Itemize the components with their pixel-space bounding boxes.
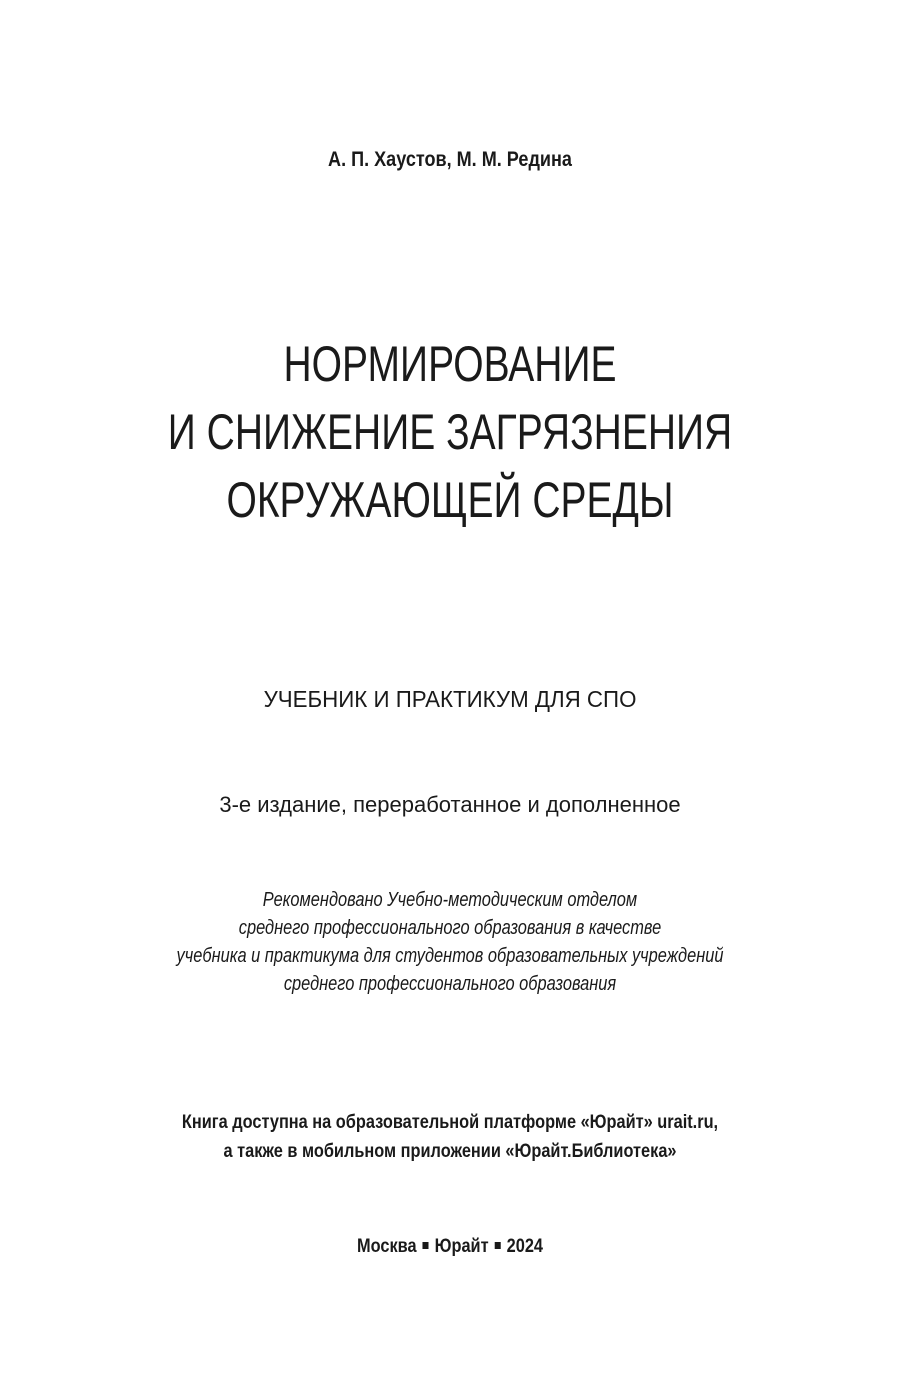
platform-note-line: а также в мобильном приложении «Юрайт.Библиотека»	[223, 1141, 677, 1162]
square-bullet-icon	[495, 1242, 501, 1249]
edition-note: 3-е издание, переработанное и дополненное	[219, 792, 681, 817]
book-title-line: НОРМИРОВАНИЕ	[283, 336, 617, 392]
book-title-line: И СНИЖЕНИЕ ЗАГРЯЗНЕНИЯ	[167, 404, 733, 460]
book-title-line: ОКРУЖАЮЩЕЙ СРЕДЫ	[226, 472, 674, 528]
imprint-publisher: Юрайт	[434, 1236, 489, 1257]
platform-note	[0, 1108, 900, 1166]
imprint-year: 2024	[506, 1236, 544, 1257]
book-title	[0, 330, 900, 534]
recommendation-line: Рекомендовано Учебно-методическим отделом	[262, 889, 638, 911]
square-bullet-icon	[423, 1242, 429, 1249]
imprint-city: Москва	[356, 1236, 417, 1257]
recommendation-block	[0, 886, 900, 998]
recommendation-line: учебника и практикума для студентов образовательных учреждений	[176, 945, 724, 967]
imprint	[63, 1236, 837, 1258]
authors: А. П. Хаустов, М. М. Редина	[328, 148, 572, 171]
book-subtitle: УЧЕБНИК И ПРАКТИКУМ ДЛЯ СПО	[263, 686, 637, 712]
recommendation-line: среднего профессионального образования	[283, 973, 617, 995]
platform-note-line: Книга доступна на образовательной платформе «Юрайт» urait.ru,	[181, 1112, 719, 1133]
recommendation-line: среднего профессионального образования в качестве	[238, 917, 662, 939]
